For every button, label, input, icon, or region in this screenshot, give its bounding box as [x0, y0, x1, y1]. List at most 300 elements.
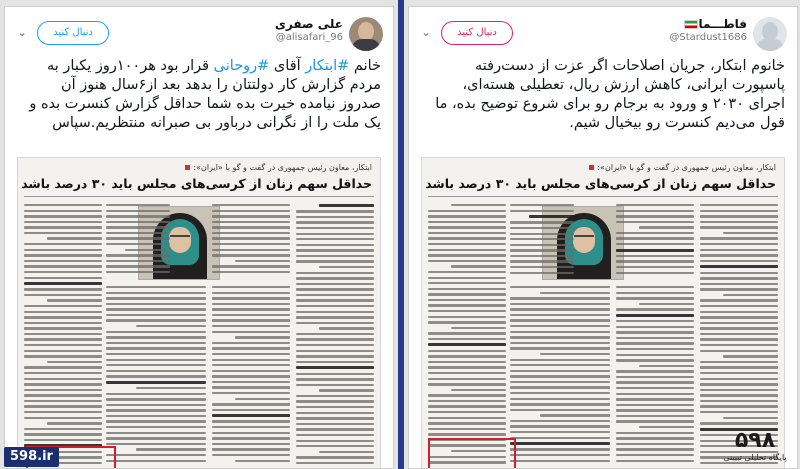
text-line [616, 415, 694, 417]
text-line [296, 244, 374, 246]
text-line [212, 381, 290, 383]
text-line [451, 327, 506, 329]
tweet-header [409, 13, 797, 55]
text-line [616, 342, 694, 344]
text-line [428, 249, 506, 251]
text-line [319, 327, 374, 329]
article-column [616, 286, 694, 468]
text-line [296, 221, 374, 223]
text-line [700, 316, 778, 318]
text-line [510, 425, 610, 427]
text-line [24, 210, 102, 212]
text-line [24, 333, 102, 335]
text-line [106, 286, 206, 288]
text-line [106, 271, 170, 273]
text-line [510, 303, 610, 305]
text-line [24, 204, 102, 206]
text-line [510, 347, 610, 349]
text-line [616, 460, 694, 462]
text-line [428, 243, 506, 245]
follow-button[interactable]: دنبال کنید [37, 21, 109, 45]
text-line [106, 210, 170, 212]
text-line [616, 370, 694, 372]
text-line [296, 233, 374, 235]
tweet-text-part: آقای [269, 58, 306, 74]
text-line [212, 308, 290, 310]
text-line [212, 254, 290, 256]
text-line [296, 311, 374, 313]
text-line [296, 423, 374, 425]
text-line [24, 311, 102, 313]
text-line [616, 260, 694, 262]
article-column [296, 204, 374, 468]
text-line [428, 405, 506, 407]
text-line [106, 409, 206, 411]
text-line [212, 448, 290, 450]
text-line [24, 344, 102, 346]
text-line [106, 303, 206, 305]
text-line [616, 381, 694, 383]
display-name-text: فاطـــما [698, 17, 747, 31]
text-line [700, 333, 778, 335]
text-line [296, 350, 374, 352]
text-line [212, 392, 290, 394]
text-line [106, 215, 170, 217]
text-line [700, 394, 778, 396]
text-line [212, 265, 290, 267]
text-line [510, 233, 574, 235]
tweet-text [19, 57, 381, 133]
text-line [212, 370, 290, 372]
text-line [616, 292, 694, 294]
text-line [428, 277, 506, 279]
text-line [510, 342, 610, 344]
text-line [510, 431, 610, 433]
text-line [24, 350, 102, 352]
text-line [510, 370, 610, 372]
text-line [700, 243, 778, 245]
article-column [428, 204, 506, 468]
text-line [510, 272, 574, 274]
text-line [24, 400, 102, 402]
divider [428, 196, 778, 197]
user-handle[interactable]: @Stardust1686 [669, 32, 747, 43]
article-kicker: ابتکار، معاون رئیس جمهوری در گفت و گو با «ایران»: [589, 163, 776, 172]
text-line [700, 221, 778, 223]
text-line [510, 409, 610, 411]
article-headline: حداقل سهم زنان از کرسی‌های مجلس باید ۳۰ درصد باشد [425, 176, 776, 191]
text-line [428, 210, 506, 212]
text-line [24, 316, 102, 318]
text-line [24, 428, 102, 430]
article-column [616, 204, 694, 282]
text-line [296, 249, 374, 251]
text-line [296, 322, 374, 324]
text-line [212, 353, 290, 355]
text-line [723, 294, 778, 296]
text-line [296, 366, 374, 369]
text-line [106, 342, 206, 344]
text-line [510, 437, 610, 439]
iran-flag-icon [684, 20, 698, 29]
text-line [700, 260, 778, 262]
text-line [136, 448, 206, 450]
text-line [616, 308, 694, 310]
hashtag-link[interactable]: #ابتکار [305, 58, 350, 74]
text-line [24, 322, 102, 324]
text-line [212, 243, 290, 245]
text-line [47, 422, 102, 424]
text-line [428, 433, 506, 435]
text-line [106, 260, 170, 262]
text-line [428, 288, 506, 290]
text-line [428, 378, 506, 380]
text-line [510, 325, 610, 327]
text-line [296, 277, 374, 279]
text-line [723, 232, 778, 234]
text-line [106, 226, 170, 228]
text-line [47, 299, 102, 301]
text-line [616, 210, 694, 212]
text-line [24, 277, 102, 279]
text-line [540, 292, 610, 294]
logo-subtitle: پایگاه تحلیلی تبیینی [723, 453, 787, 462]
text-line [616, 448, 694, 450]
avatar[interactable] [753, 17, 787, 51]
text-line [24, 411, 102, 413]
text-line [510, 286, 610, 288]
text-line [212, 292, 290, 294]
article-column [510, 204, 574, 282]
text-line [106, 237, 170, 239]
text-line [700, 400, 778, 402]
text-line [296, 272, 374, 274]
text-line [616, 454, 694, 456]
display-name[interactable]: علی صفری [274, 17, 343, 31]
author-names [275, 17, 343, 43]
text-line [510, 221, 574, 223]
text-line [212, 314, 290, 316]
text-line [428, 260, 506, 262]
text-line [428, 343, 506, 346]
text-line [616, 272, 694, 274]
text-line [296, 216, 374, 218]
text-line [700, 237, 778, 239]
text-line [106, 370, 206, 372]
text-line [616, 221, 694, 223]
text-line [700, 204, 778, 206]
text-line [296, 344, 374, 346]
avatar[interactable] [349, 17, 383, 51]
text-line [212, 437, 290, 439]
text-line [700, 366, 778, 368]
tweet-card-right [408, 6, 798, 469]
text-line [24, 271, 102, 273]
user-handle[interactable]: @alisafari_96 [275, 32, 343, 43]
text-line [106, 443, 206, 445]
text-line [106, 437, 206, 439]
text-line [319, 266, 374, 268]
text-line [319, 204, 374, 207]
text-line [428, 310, 506, 312]
text-line [723, 417, 778, 419]
text-line [212, 331, 290, 333]
text-line [24, 394, 102, 396]
text-line [212, 319, 290, 321]
text-line [428, 232, 506, 234]
text-line [428, 299, 506, 301]
text-line [296, 283, 374, 285]
logo-text: ۵۹۸ [734, 428, 776, 453]
text-line [106, 420, 206, 422]
text-line [510, 244, 574, 246]
text-line [428, 332, 506, 334]
text-line [428, 237, 506, 239]
text-line [700, 411, 778, 413]
text-line [296, 434, 374, 436]
text-line [296, 227, 374, 229]
text-line [296, 355, 374, 357]
text-line [616, 215, 694, 217]
text-line [235, 260, 290, 262]
text-line [212, 409, 290, 411]
text-line [296, 384, 374, 386]
text-line [24, 221, 102, 223]
article-column [106, 204, 170, 282]
text-line [212, 386, 290, 388]
text-line [428, 383, 506, 385]
text-line [428, 428, 506, 430]
text-line [510, 448, 610, 450]
text-line [700, 378, 778, 380]
text-line [639, 426, 694, 428]
text-line [616, 255, 694, 257]
text-line [700, 299, 778, 301]
chevron-down-icon[interactable]: ⌄ [17, 25, 28, 39]
article-column [106, 286, 206, 468]
text-line [106, 243, 170, 245]
text-line [296, 238, 374, 240]
text-line [106, 292, 206, 294]
text-line [106, 254, 170, 256]
article-column [212, 204, 290, 282]
text-line [296, 338, 374, 340]
text-line [510, 381, 610, 383]
text-line [106, 204, 170, 206]
text-line [212, 325, 290, 327]
text-line [451, 389, 506, 391]
text-line [510, 255, 574, 257]
text-line [296, 445, 374, 447]
text-line [700, 215, 778, 217]
text-line [296, 378, 374, 380]
text-line [700, 226, 778, 228]
text-line [639, 226, 694, 228]
author-names [669, 17, 747, 43]
text-line [510, 266, 574, 268]
newspaper-clipping-image[interactable] [421, 157, 785, 468]
text-line [24, 249, 102, 251]
text-line [24, 366, 102, 368]
text-line [700, 372, 778, 374]
text-line [106, 398, 206, 400]
text-line [540, 414, 610, 416]
text-line [212, 232, 290, 234]
text-line [24, 372, 102, 374]
text-line [616, 393, 694, 395]
text-line [510, 308, 610, 310]
text-line [24, 338, 102, 340]
text-line [24, 383, 102, 385]
text-line [428, 366, 506, 368]
text-line [106, 426, 206, 428]
text-line [700, 389, 778, 391]
newspaper-clipping-image[interactable] [17, 157, 381, 468]
text-line [700, 383, 778, 385]
text-line [428, 254, 506, 256]
text-line [510, 314, 610, 316]
text-line [296, 305, 374, 307]
text-line [106, 432, 206, 434]
article-headline: حداقل سهم زنان از کرسی‌های مجلس باید ۳۰ درصد باشد [21, 176, 372, 191]
text-line [212, 432, 290, 434]
text-line [700, 288, 778, 290]
text-line [510, 238, 574, 240]
chevron-down-icon[interactable]: ⌄ [421, 25, 432, 39]
text-line [616, 326, 694, 328]
text-line [428, 304, 506, 306]
text-line [212, 221, 290, 223]
follow-button[interactable]: دنبال کنید [441, 21, 513, 45]
text-line [428, 215, 506, 217]
text-line [700, 338, 778, 340]
hashtag-link[interactable]: #روحانی [213, 58, 270, 74]
text-line [106, 265, 170, 267]
text-line [428, 226, 506, 228]
text-line [24, 305, 102, 307]
text-line [212, 286, 290, 288]
text-line [106, 221, 170, 223]
text-line [296, 417, 374, 419]
text-line [212, 403, 290, 405]
text-line [616, 432, 694, 434]
text-line [296, 395, 374, 397]
text-line [616, 337, 694, 339]
text-line [616, 286, 694, 288]
text-line [24, 232, 102, 234]
text-line [106, 393, 206, 395]
text-line [616, 249, 694, 252]
article-column [510, 286, 610, 468]
text-line [616, 266, 694, 268]
text-line [106, 381, 206, 384]
text-line [700, 322, 778, 324]
text-line [616, 320, 694, 322]
text-line [428, 338, 506, 340]
text-line [212, 375, 290, 377]
text-line [106, 314, 206, 316]
text-line [510, 210, 574, 212]
text-line [24, 433, 102, 435]
text-line [700, 361, 778, 363]
text-line [106, 454, 206, 456]
text-line [212, 342, 290, 344]
text-line [296, 412, 374, 414]
tweet-text-part: قرار بود هر۱۰۰روز یکبار به مردم گزارش کار دولتتان را بدهد بعد از۶سال هنوز آن صدروز نیامده خیرت بده شما حداقل گزارش کنسرت بده و یک ملت را از نگرانی درباور بی صبرانه منتظریم.سپاس [29, 58, 381, 131]
text-line [212, 364, 290, 366]
text-line [136, 387, 206, 389]
text-line [47, 361, 102, 363]
text-line [616, 348, 694, 350]
display-name[interactable] [669, 17, 747, 31]
text-line [428, 417, 506, 419]
text-line [212, 303, 290, 305]
text-line [510, 331, 610, 333]
text-line [136, 325, 206, 327]
text-line [510, 260, 574, 262]
text-line [106, 364, 206, 366]
text-line [106, 375, 206, 377]
text-line [616, 376, 694, 378]
text-line [616, 243, 694, 245]
highlight-box [428, 438, 516, 468]
text-line [639, 365, 694, 367]
text-line [212, 426, 290, 428]
text-line [296, 462, 374, 464]
text-line [106, 232, 170, 234]
text-line [296, 440, 374, 442]
text-line [428, 350, 506, 352]
article-column [212, 286, 290, 468]
text-line [24, 254, 102, 256]
text-line [616, 297, 694, 299]
text-line [24, 215, 102, 217]
text-line [428, 282, 506, 284]
text-line [24, 417, 102, 419]
text-line [616, 314, 694, 317]
text-line [428, 293, 506, 295]
text-line [639, 303, 694, 305]
text-line [700, 277, 778, 279]
text-line [235, 336, 290, 338]
text-line [296, 373, 374, 375]
tweet-text-part: خانم [349, 58, 381, 74]
text-line [428, 271, 506, 273]
text-line [212, 204, 290, 206]
text-line [296, 255, 374, 257]
divider [24, 196, 374, 197]
text-line [212, 249, 290, 251]
text-line [212, 359, 290, 361]
text-line [24, 282, 102, 285]
text-line [212, 443, 290, 445]
text-line [47, 237, 102, 239]
text-line [296, 333, 374, 335]
text-line [700, 283, 778, 285]
text-line [24, 378, 102, 380]
text-line [24, 260, 102, 262]
tweet-card-left [4, 6, 394, 469]
text-line [428, 355, 506, 357]
text-line [24, 355, 102, 357]
text-line [106, 415, 206, 417]
text-line [296, 288, 374, 290]
text-line [700, 249, 778, 251]
text-line [510, 386, 610, 388]
text-line [723, 355, 778, 357]
text-line [700, 327, 778, 329]
text-line [510, 359, 610, 361]
